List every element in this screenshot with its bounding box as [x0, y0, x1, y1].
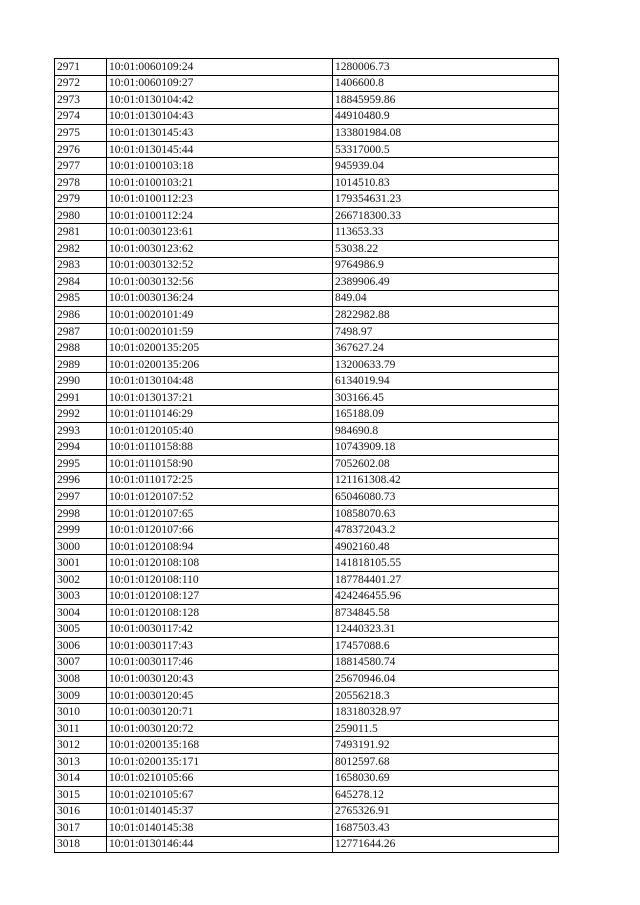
row-number-cell: 3010 [55, 704, 107, 721]
table-row [55, 439, 559, 456]
table-row [55, 290, 559, 307]
table-row [55, 75, 559, 92]
row-number-cell: 2980 [55, 207, 107, 224]
value-cell: 1687503.43 [333, 820, 559, 837]
value-cell: 259011.5 [333, 720, 559, 737]
row-number-cell: 2996 [55, 472, 107, 489]
cadastral-number-cell: 10:01:0200135:168 [107, 737, 333, 754]
value-cell: 1658030.69 [333, 770, 559, 787]
cadastral-number-cell: 10:01:0060109:24 [107, 59, 333, 76]
cadastral-number-cell: 10:01:0020101:59 [107, 323, 333, 340]
value-cell: 7493191.92 [333, 737, 559, 754]
row-number-cell: 3012 [55, 737, 107, 754]
value-cell: 367627.24 [333, 340, 559, 357]
table-row [55, 340, 559, 357]
row-number-cell: 2981 [55, 224, 107, 241]
cadastral-number-cell: 10:01:0120108:94 [107, 538, 333, 555]
row-number-cell: 3000 [55, 538, 107, 555]
table-row [55, 389, 559, 406]
table-row [55, 505, 559, 522]
cadastral-number-cell: 10:01:0110158:88 [107, 439, 333, 456]
value-cell: 1014510.83 [333, 174, 559, 191]
table-row [55, 241, 559, 258]
table-row [55, 538, 559, 555]
value-cell: 12440323.31 [333, 621, 559, 638]
table-row [55, 456, 559, 473]
row-number-cell: 3001 [55, 555, 107, 572]
table-row [55, 522, 559, 539]
table-row [55, 720, 559, 737]
cadastral-number-cell: 10:01:0030117:46 [107, 654, 333, 671]
cadastral-number-cell: 10:01:0110158:90 [107, 456, 333, 473]
row-number-cell: 3002 [55, 571, 107, 588]
value-cell: 9764986.9 [333, 257, 559, 274]
table-row [55, 588, 559, 605]
table-row [55, 92, 559, 109]
row-number-cell: 3015 [55, 787, 107, 804]
row-number-cell: 3004 [55, 605, 107, 622]
row-number-cell: 2986 [55, 307, 107, 324]
cadastral-number-cell: 10:01:0060109:27 [107, 75, 333, 92]
table-row [55, 108, 559, 125]
table-row [55, 125, 559, 142]
cadastral-number-cell: 10:01:0030123:61 [107, 224, 333, 241]
value-cell: 7052602.08 [333, 456, 559, 473]
cadastral-number-cell: 10:01:0120108:110 [107, 571, 333, 588]
value-cell: 18845959.86 [333, 92, 559, 109]
table-row [55, 174, 559, 191]
cadastral-number-cell: 10:01:0020101:49 [107, 307, 333, 324]
cadastral-number-cell: 10:01:0120107:65 [107, 505, 333, 522]
value-cell: 1280006.73 [333, 59, 559, 76]
row-number-cell: 2990 [55, 373, 107, 390]
value-cell: 8012597.68 [333, 753, 559, 770]
value-cell: 44910480.9 [333, 108, 559, 125]
table-row [55, 836, 559, 853]
table-row [55, 207, 559, 224]
row-number-cell: 2997 [55, 489, 107, 506]
table-row [55, 224, 559, 241]
value-cell: 133801984.08 [333, 125, 559, 142]
table-row [55, 787, 559, 804]
value-cell: 8734845.58 [333, 605, 559, 622]
table-row [55, 472, 559, 489]
table-row [55, 820, 559, 837]
value-cell: 2389906.49 [333, 274, 559, 291]
table-row [55, 770, 559, 787]
row-number-cell: 3018 [55, 836, 107, 853]
row-number-cell: 2991 [55, 389, 107, 406]
cadastral-number-cell: 10:01:0130145:43 [107, 125, 333, 142]
row-number-cell: 3017 [55, 820, 107, 837]
cadastral-number-cell: 10:01:0030120:45 [107, 687, 333, 704]
cadastral-number-cell: 10:01:0210105:67 [107, 787, 333, 804]
table-row [55, 671, 559, 688]
value-cell: 7498.97 [333, 323, 559, 340]
table-row [55, 141, 559, 158]
table-row [55, 489, 559, 506]
cadastral-number-cell: 10:01:0130146:44 [107, 836, 333, 853]
row-number-cell: 3005 [55, 621, 107, 638]
row-number-cell: 3011 [55, 720, 107, 737]
row-number-cell: 2982 [55, 241, 107, 258]
value-cell: 303166.45 [333, 389, 559, 406]
table-row [55, 323, 559, 340]
row-number-cell: 2984 [55, 274, 107, 291]
value-cell: 165188.09 [333, 406, 559, 423]
cadastral-number-cell: 10:01:0130104:48 [107, 373, 333, 390]
value-cell: 12771644.26 [333, 836, 559, 853]
cadastral-number-cell: 10:01:0030120:72 [107, 720, 333, 737]
table-row [55, 555, 559, 572]
value-cell: 17457088.6 [333, 638, 559, 655]
value-cell: 2765326.91 [333, 803, 559, 820]
cadastral-number-cell: 10:01:0030120:71 [107, 704, 333, 721]
row-number-cell: 2999 [55, 522, 107, 539]
cadastral-number-cell: 10:01:0030117:42 [107, 621, 333, 638]
cadastral-number-cell: 10:01:0120108:128 [107, 605, 333, 622]
row-number-cell: 2978 [55, 174, 107, 191]
table-row [55, 59, 559, 76]
table-row [55, 737, 559, 754]
table-row [55, 621, 559, 638]
value-cell: 20556218.3 [333, 687, 559, 704]
row-number-cell: 2993 [55, 423, 107, 440]
row-number-cell: 2987 [55, 323, 107, 340]
cadastral-number-cell: 10:01:0030136:24 [107, 290, 333, 307]
row-number-cell: 2972 [55, 75, 107, 92]
cadastral-number-cell: 10:01:0210105:66 [107, 770, 333, 787]
value-cell: 266718300.33 [333, 207, 559, 224]
value-cell: 53317000.5 [333, 141, 559, 158]
cadastral-number-cell: 10:01:0140145:37 [107, 803, 333, 820]
table-row [55, 191, 559, 208]
row-number-cell: 3016 [55, 803, 107, 820]
value-cell: 53038.22 [333, 241, 559, 258]
cadastral-number-cell: 10:01:0130145:44 [107, 141, 333, 158]
value-cell: 645278.12 [333, 787, 559, 804]
row-number-cell: 3006 [55, 638, 107, 655]
table-row [55, 406, 559, 423]
table-row [55, 638, 559, 655]
value-cell: 183180328.97 [333, 704, 559, 721]
table-row [55, 753, 559, 770]
cadastral-number-cell: 10:01:0030132:52 [107, 257, 333, 274]
row-number-cell: 2971 [55, 59, 107, 76]
table-row [55, 687, 559, 704]
value-cell: 945939.04 [333, 158, 559, 175]
value-cell: 478372043.2 [333, 522, 559, 539]
row-number-cell: 2975 [55, 125, 107, 142]
table-row [55, 803, 559, 820]
cadastral-number-cell: 10:01:0130137:21 [107, 389, 333, 406]
table-row [55, 704, 559, 721]
cadastral-number-cell: 10:01:0120105:40 [107, 423, 333, 440]
cadastral-number-cell: 10:01:0120107:66 [107, 522, 333, 539]
cadastral-number-cell: 10:01:0110172:25 [107, 472, 333, 489]
value-cell: 1406600.8 [333, 75, 559, 92]
table-row [55, 571, 559, 588]
cadastral-number-cell: 10:01:0110146:29 [107, 406, 333, 423]
cadastral-number-cell: 10:01:0100112:24 [107, 207, 333, 224]
row-number-cell: 2977 [55, 158, 107, 175]
cadastral-number-cell: 10:01:0030132:56 [107, 274, 333, 291]
value-cell: 424246455.96 [333, 588, 559, 605]
table-row [55, 373, 559, 390]
value-cell: 121161308.42 [333, 472, 559, 489]
table-row [55, 274, 559, 291]
row-number-cell: 2976 [55, 141, 107, 158]
value-cell: 25670946.04 [333, 671, 559, 688]
cadastral-number-cell: 10:01:0030117:43 [107, 638, 333, 655]
row-number-cell: 2989 [55, 356, 107, 373]
cadastral-number-cell: 10:01:0200135:205 [107, 340, 333, 357]
table-row [55, 654, 559, 671]
value-cell: 984690.8 [333, 423, 559, 440]
table-row [55, 605, 559, 622]
cadastral-number-cell: 10:01:0120107:52 [107, 489, 333, 506]
data-table [54, 58, 559, 853]
value-cell: 6134019.94 [333, 373, 559, 390]
value-cell: 187784401.27 [333, 571, 559, 588]
value-cell: 141818105.55 [333, 555, 559, 572]
row-number-cell: 2983 [55, 257, 107, 274]
row-number-cell: 2985 [55, 290, 107, 307]
cadastral-number-cell: 10:01:0030120:43 [107, 671, 333, 688]
value-cell: 65046080.73 [333, 489, 559, 506]
row-number-cell: 2992 [55, 406, 107, 423]
row-number-cell: 2979 [55, 191, 107, 208]
row-number-cell: 2994 [55, 439, 107, 456]
cadastral-number-cell: 10:01:0100103:21 [107, 174, 333, 191]
value-cell: 2822982.88 [333, 307, 559, 324]
row-number-cell: 3003 [55, 588, 107, 605]
table-row [55, 356, 559, 373]
table-row [55, 158, 559, 175]
cadastral-number-cell: 10:01:0030123:62 [107, 241, 333, 258]
row-number-cell: 3007 [55, 654, 107, 671]
cadastral-number-cell: 10:01:0100112:23 [107, 191, 333, 208]
value-cell: 4902160.48 [333, 538, 559, 555]
row-number-cell: 2998 [55, 505, 107, 522]
table-row [55, 307, 559, 324]
value-cell: 13200633.79 [333, 356, 559, 373]
row-number-cell: 3013 [55, 753, 107, 770]
row-number-cell: 2988 [55, 340, 107, 357]
cadastral-number-cell: 10:01:0120108:127 [107, 588, 333, 605]
cadastral-number-cell: 10:01:0130104:43 [107, 108, 333, 125]
value-cell: 849.04 [333, 290, 559, 307]
value-cell: 10743909.18 [333, 439, 559, 456]
cadastral-number-cell: 10:01:0200135:171 [107, 753, 333, 770]
row-number-cell: 3009 [55, 687, 107, 704]
row-number-cell: 2974 [55, 108, 107, 125]
table-row [55, 257, 559, 274]
cadastral-number-cell: 10:01:0200135:206 [107, 356, 333, 373]
table-row [55, 423, 559, 440]
table-body [55, 59, 559, 853]
value-cell: 179354631.23 [333, 191, 559, 208]
row-number-cell: 2995 [55, 456, 107, 473]
cadastral-number-cell: 10:01:0130104:42 [107, 92, 333, 109]
cadastral-number-cell: 10:01:0120108:108 [107, 555, 333, 572]
cadastral-number-cell: 10:01:0140145:38 [107, 820, 333, 837]
value-cell: 10858070.63 [333, 505, 559, 522]
value-cell: 18814580.74 [333, 654, 559, 671]
value-cell: 113653.33 [333, 224, 559, 241]
row-number-cell: 3014 [55, 770, 107, 787]
cadastral-number-cell: 10:01:0100103:18 [107, 158, 333, 175]
row-number-cell: 3008 [55, 671, 107, 688]
row-number-cell: 2973 [55, 92, 107, 109]
